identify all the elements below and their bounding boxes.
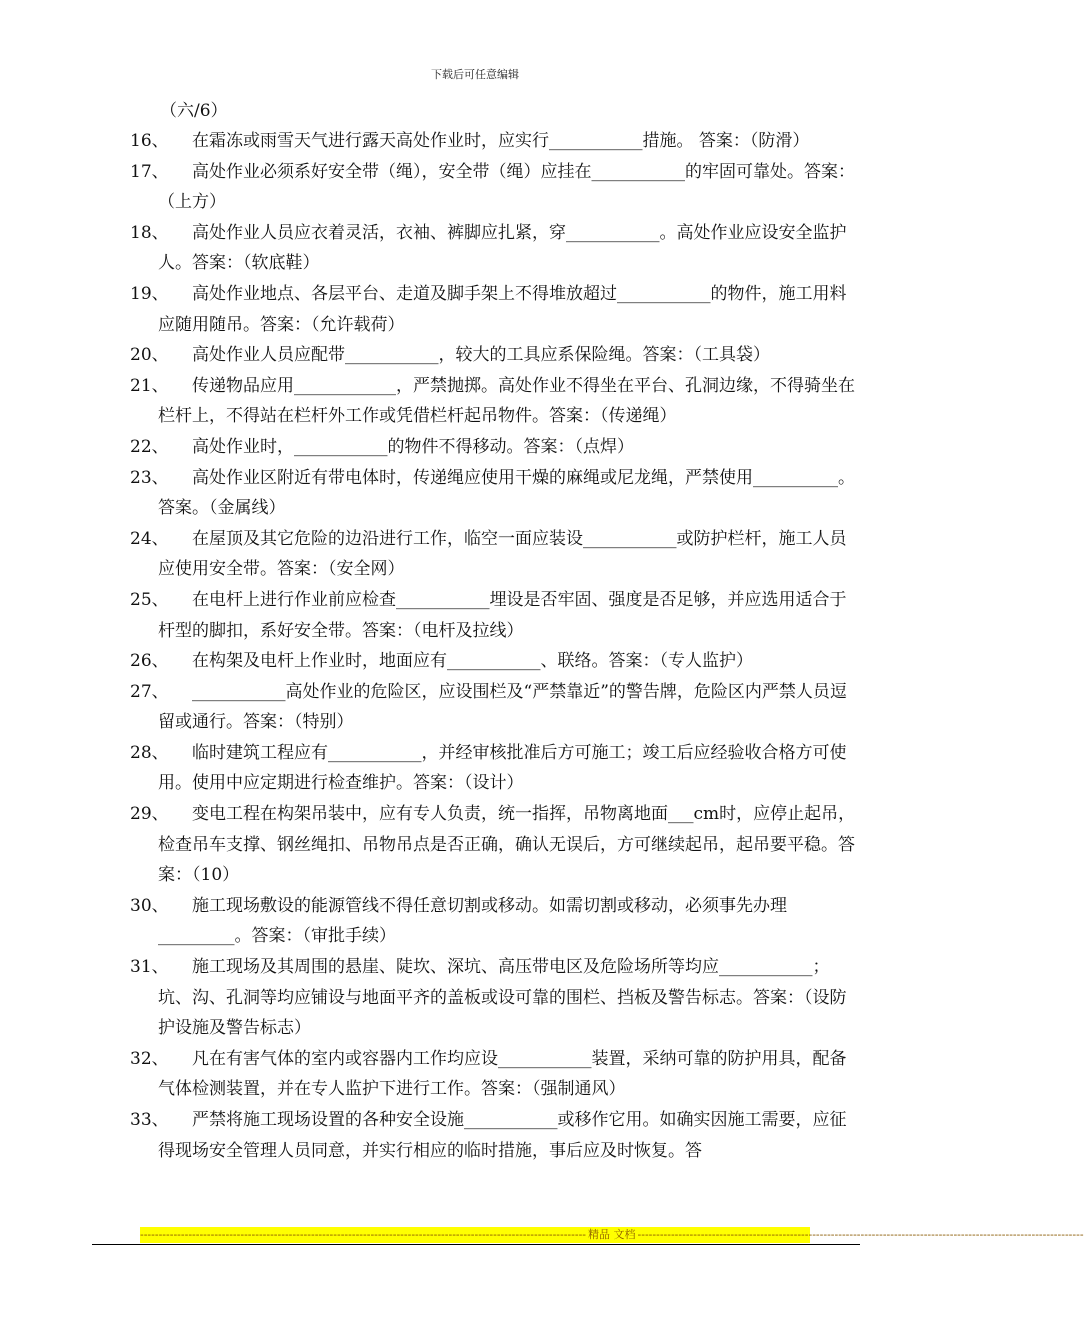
question-item [130,279,860,340]
question-text: ___________高处作业的危险区，应设围栏及“严禁靠近”的警告牌，危险区内严禁人员逗留或通行。答案：（特别） [158,681,847,733]
question-item [130,585,860,646]
question-item [130,646,860,677]
section-heading: （六/6） [160,101,228,121]
question-text: 在电杆上进行作业前应检查___________埋设是否牢固、强度是否足够，并应选用适合于杆型的脚扣，系好安全带。答案：（电杆及拉线） [158,589,847,641]
question-item [130,126,860,157]
question-text: 在霜冻或雨雪天气进行露天高处作业时，应实行___________措施。 答案：（防滑） [192,131,810,151]
question-item [130,340,860,371]
question-text: 在构架及电杆上作业时，地面应有___________、联络。答案：（专人监护） [192,651,753,672]
question-item [130,432,860,463]
question-number: 16、 [130,131,169,151]
question-number: 25、 [130,589,169,610]
footer-dash-left: ------------------------------------------------------------------------------------------------------------------------ [140,1228,587,1241]
footer-banner [140,1227,1084,1243]
question-number: 30、 [130,895,169,916]
question-number: 18、 [130,222,169,243]
question-number: 22、 [130,436,169,457]
footer-dash-right: ------------------------------------------------------------------------------------------------------------------------ [637,1228,1084,1241]
question-number: 29、 [130,804,169,825]
question-text: 高处作业区附近有带电体时，传递绳应使用干燥的麻绳或尼龙绳，严禁使用__________。 答案。（金属线） [158,467,855,519]
question-item [130,799,860,891]
question-item [130,952,860,1044]
question-text: 高处作业地点、各层平台、走道及脚手架上不得堆放超过___________的物件，施工用料应随用随吊。答案：（允许载荷） [158,283,847,335]
question-item [130,677,860,738]
question-item [130,1044,860,1105]
question-number: 32、 [130,1048,169,1069]
question-item [130,371,860,432]
footer-rule [92,1244,860,1245]
question-text: 高处作业人员应配带___________，较大的工具应系保险绳。答案：（工具袋） [192,345,770,366]
question-text: 临时建筑工程应有___________，并经审核批准后方可施工；竣工后应经验收合格方可使用。使用中应定期进行检查维护。答案：（设计） [158,742,847,794]
question-text: 施工现场敷设的能源管线不得任意切割或移动。如需切割或移动，必须事先办理_________。答案：（审批手续） [158,895,787,947]
question-item [130,891,860,952]
question-text: 变电工程在构架吊装中，应有专人负责，统一指挥，吊物离地面___cm时，应停止起吊，检查吊车支撑、钢丝绳扣、吊物吊点是否正确，确认无误后，方可继续起吊，起吊要平稳。答案：（10） [158,804,856,886]
question-text: 凡在有害气体的室内或容器内工作均应设___________装置，采纳可靠的防护用具，配备气体检测装置，并在专人监护下进行工作。答案：（强制通风） [158,1048,847,1100]
question-text: 高处作业人员应衣着灵活，衣袖、裤脚应扎紧，穿___________。高处作业应设安全监护人。答案：（软底鞋） [158,222,847,274]
question-number: 31、 [130,957,169,978]
question-item [130,738,860,799]
question-list [130,126,860,1166]
question-text: 在屋顶及其它危险的边沿进行工作，临空一面应装设___________或防护栏杆，施工人员应使用安全带。答案：（安全网） [158,528,847,580]
question-item [130,524,860,585]
question-number: 20、 [130,345,169,366]
document-body [130,96,860,1166]
question-item [130,463,860,524]
question-item [130,1105,860,1166]
question-item [130,157,860,218]
question-number: 33、 [130,1110,169,1130]
question-text: 严禁将施工现场设置的各种安全设施___________或移作它用。如确实因施工需要，应征得现场安全管理人员同意，并实行相应的临时措施，事后应及时恢复。答 [158,1110,847,1161]
question-text: 施工现场及其周围的悬崖、陡坎、深坑、高压带电区及危险场所等均应___________；坑、沟、孔洞等均应铺设与地面平齐的盖板或设可靠的围栏、挡板及警告标志。答案：（设防护设施及警告标志） [158,957,847,1039]
footer-label: 精品 文档 [588,1228,636,1241]
question-number: 28、 [130,742,169,763]
question-text: 高处作业时，___________的物件不得移动。答案：（点焊） [192,436,634,457]
question-item [130,218,860,279]
question-number: 27、 [130,681,169,702]
question-text: 传递物品应用____________，严禁抛掷。高处作业不得坐在平台、孔洞边缘，不得骑坐在栏杆上，不得站在栏杆外工作或凭借栏杆起吊物件。答案：（传递绳） [158,375,855,427]
question-number: 26、 [130,651,169,672]
question-text: 高处作业必须系好安全带（绳），安全带（绳）应挂在___________的牢固可靠处。答案：（上方） [158,161,855,213]
question-number: 21、 [130,375,169,396]
question-number: 17、 [130,161,169,182]
question-number: 24、 [130,528,169,549]
question-number: 19、 [130,283,169,304]
page-header: 下载后可任意编辑 [431,68,519,81]
question-number: 23、 [130,467,169,488]
